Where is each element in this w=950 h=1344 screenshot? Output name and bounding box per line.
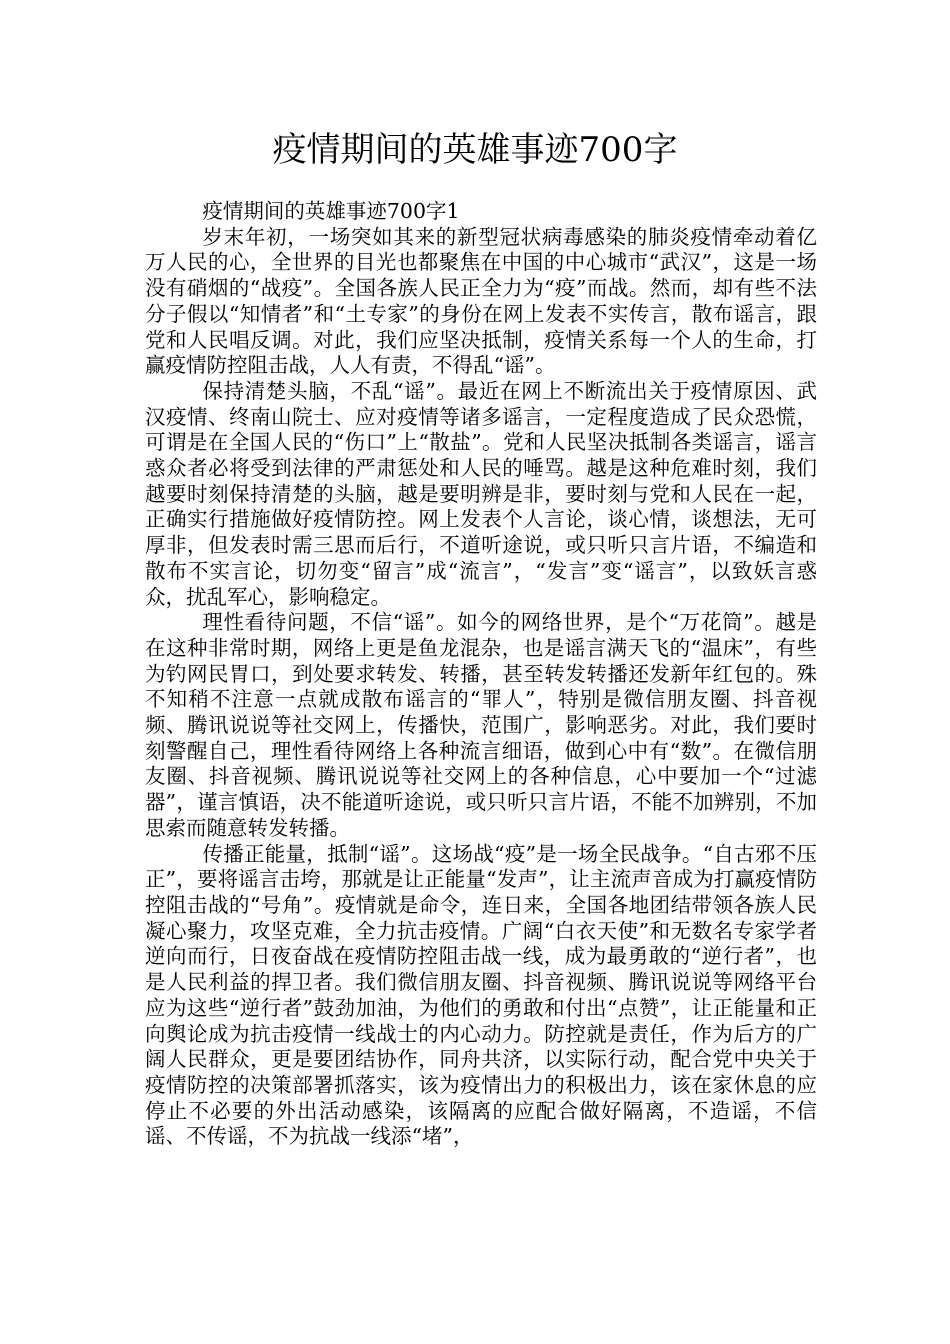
section-heading: 疫情期间的英雄事迹700字1 (202, 199, 460, 223)
paragraph-positive-energy: 传播正能量，抵制“谣”。这场战“疫”是一场全民战争。“自古邪不压正”，要将谣言击垮，那就是让正能量“发声”，让主流声音成为打赢疫情防控阻击战的“号角”。疫情就是命令，连日来，全国各地团结带领各族人民凝心聚力，攻坚克难，全力抗击疫情。广阔“白衣天使”和无数名专家学者逆向而行，日夜奋战在疫情防控阻击战一线，成为最勇敢的“逆行者”，也是人民利益的捍卫者。我们微信朋友圈、抖音视频、腾讯说说等网络平台应为这些“逆行者”鼓劲加油，为他们的勇敢和付出“点赞”，让正能量和正向舆论成为抗击疫情一线战士的内心动力。防控就是责任，作为后方的广阔人民群众，更是要团结协作，同舟共济，以实际行动，配合党中央关于疫情防控的决策部署抓落实，该为疫情出力的积极出力，该在家休息的应停止不必要的外出活动感染，该隔离的应配合做好隔离，不造谣，不信谣、不传谣，不为抗战一线添“堵”， (145, 841, 817, 1149)
paragraph-intro: 岁末年初，一场突如其来的新型冠状病毒感染的肺炎疫情牵动着亿万人民的心，全世界的目光也都聚焦在中国的中心城市“武汉”，这是一场没有硝烟的“战疫”。全国各族人民正全力为“疫”而战。然而，却有些不法分子假以“知情者”和“土专家”的身份在网上发表不实传言，散布谣言，跟党和人民唱反调。对此，我们应坚决抵制，疫情关系每一个人的生命，打赢疫情防控阻击战，人人有责，不得乱“谣”。 (145, 224, 817, 378)
paragraph-rational-view: 理性看待问题，不信“谣”。如今的网络世界，是个“万花筒”。越是在这种非常时期，网络上更是鱼龙混杂，也是谣言满天飞的“温床”，有些为钓网民胃口，到处要求转发、转播，甚至转发转播还发新年红包的。殊不知稍不注意一点就成散布谣言的“罪人”，特别是微信朋友圈、抖音视频、腾讯说说等社交网上，传播快，范围广，影响恶劣。对此，我们要时刻警醒自己，理性看待网络上各种流言细语，做到心中有“数”。在微信朋友圈、抖音视频、腾讯说说等社交网上的各种信息，心中要加一个“过滤器”，谨言慎语，决不能道听途说，或只听只言片语，不能不加辨别，不加思索而随意转发转播。 (145, 610, 817, 840)
document-title: 疫情期间的英雄事迹700字 (272, 130, 678, 170)
document-body (145, 199, 817, 1150)
paragraph-keep-clear-mind: 保持清楚头脑，不乱“谣”。最近在网上不断流出关于疫情原因、武汉疫情、终南山院士、应对疫情等诸多谣言，一定程度造成了民众恐慌，可谓是在全国人民的“伤口”上“散盐”。党和人民坚决抵制各类谣言，谣言惑众者必将受到法律的严肃惩处和人民的唾骂。越是这种危难时刻，我们越要时刻保持清楚的头脑，越是要明辨是非，要时刻与党和人民在一起，正确实行措施做好疫情防控。网上发表个人言论，谈心情，谈想法，无可厚非，但发表时需三思而后行，不道听途说，或只听只言片语，不编造和散布不实言论，切勿变“留言”成“流言”，“发言”变“谣言”，以致妖言惑众，扰乱军心，影响稳定。 (145, 378, 817, 609)
